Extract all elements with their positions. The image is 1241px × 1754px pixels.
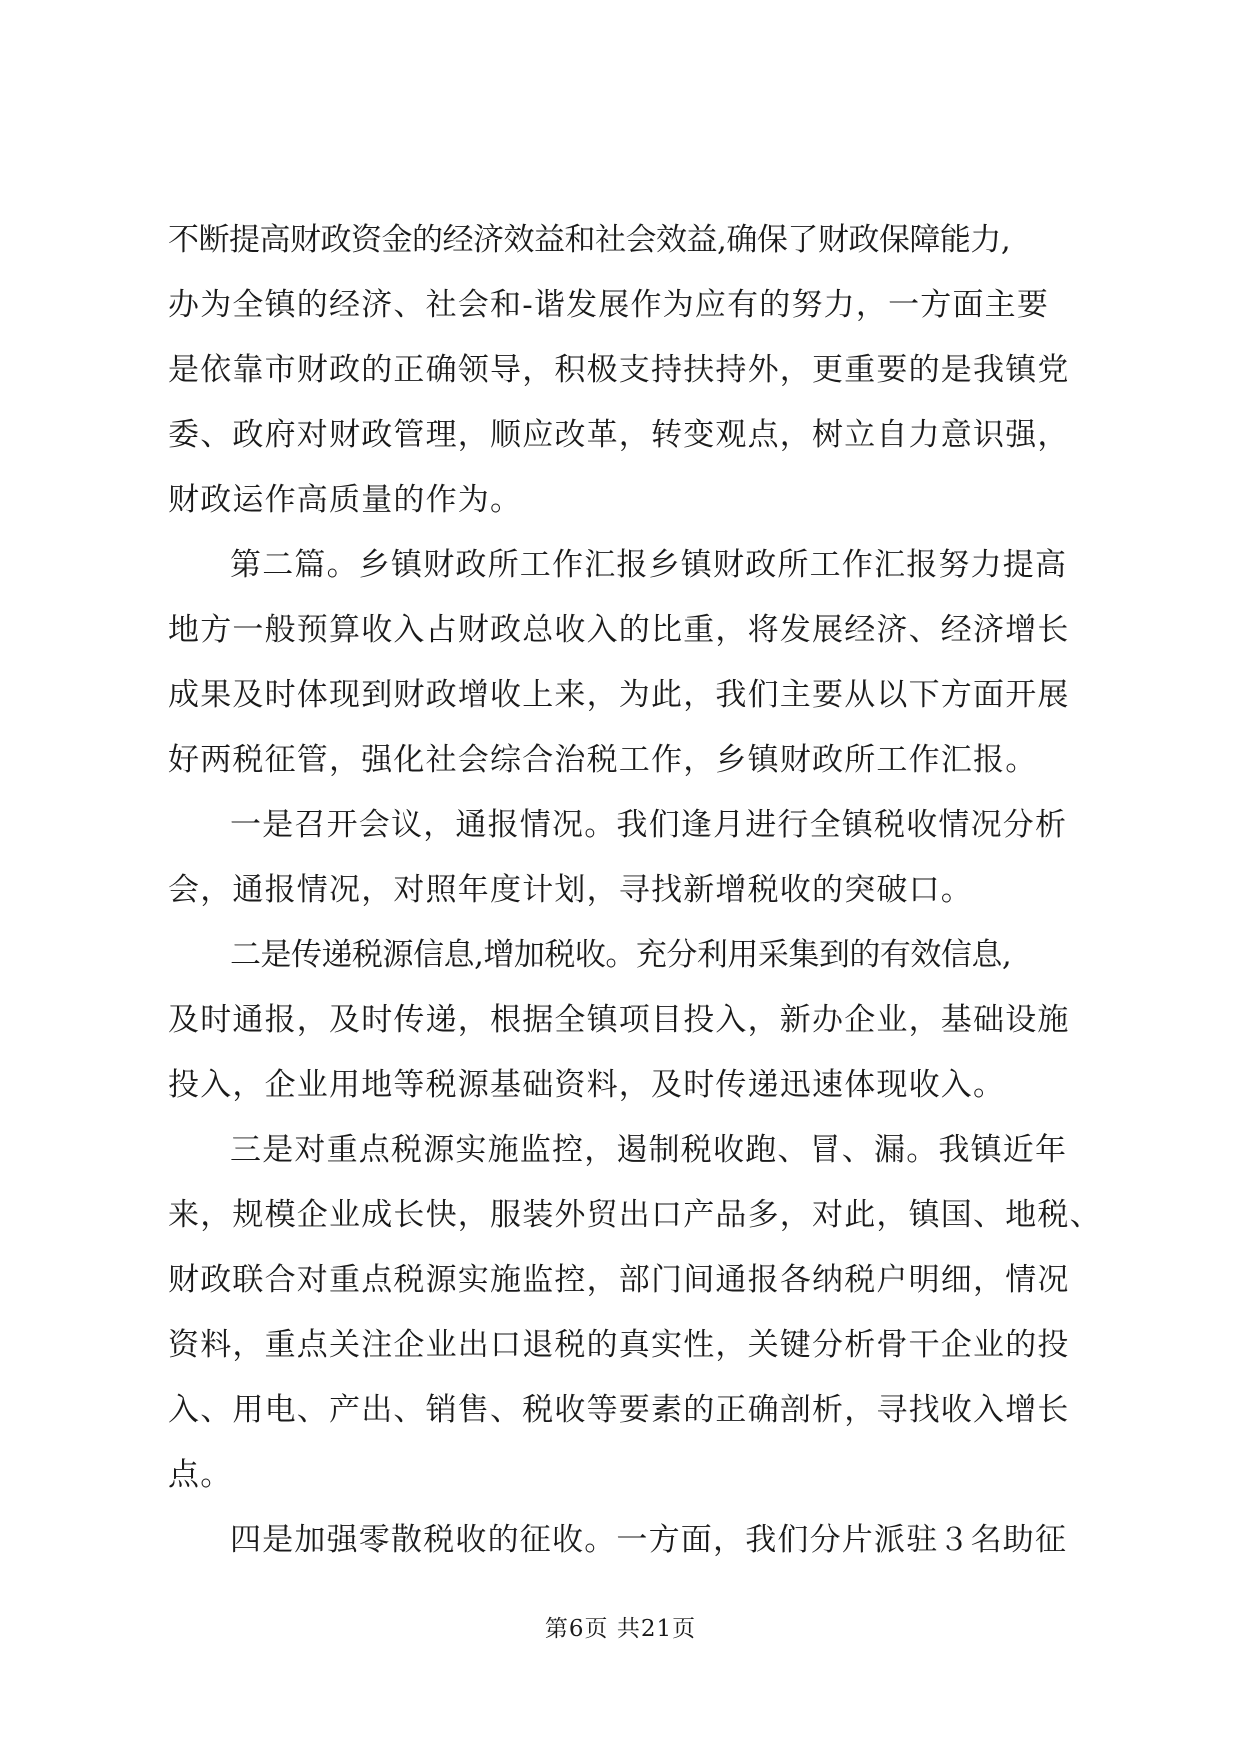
text-line: 成果及时体现到财政增收上来，为此，我们主要从以下方面开展 [168,677,1070,713]
paragraph-first-line: 一是召开会议，通报情况。我们逢月进行全镇税收情况分析 [230,807,1068,843]
text-line: 及时通报，及时传递，根据全镇项目投入，新办企业，基础设施 [168,1002,1070,1038]
paragraph-first-line: 二是传递税源信息,增加税收。充分利用采集到的有效信息, [230,937,1012,973]
text-line: 委、政府对财政管理，顺应改革，转变观点，树立自力意识强， [168,417,1070,453]
text-line: 财政联合对重点税源实施监控，部门间通报各纳税户明细，情况 [168,1262,1070,1298]
paragraph-first-line: 第二篇。乡镇财政所工作汇报乡镇财政所工作汇报努力提高 [230,547,1068,583]
body-text [168,208,1108,1573]
paragraph-first-line: 三是对重点税源实施监控，遏制税收跑、冒、漏。我镇近年 [230,1132,1068,1168]
paragraph-first-line: 四是加强零散税收的征收。一方面，我们分片派驻３名助征 [230,1522,1068,1558]
text-line: 财政运作高质量的作为。 [168,482,523,518]
text-line: 地方一般预算收入占财政总收入的比重，将发展经济、经济增长 [168,612,1070,648]
text-line: 不断提高财政资金的经济效益和社会效益,确保了财政保障能力, [168,222,1011,258]
text-line: 点。 [168,1457,233,1493]
text-line: 来，规模企业成长快，服装外贸出口产品多，对此，镇国、地税、 [168,1197,1102,1233]
text-line: 好两税征管，强化社会综合治税工作，乡镇财政所工作汇报。 [168,742,1038,778]
text-line: 入、用电、产出、销售、税收等要素的正确剖析，寻找收入增长 [168,1392,1070,1428]
page-number-footer: 第6页 共21页 [544,1616,697,1642]
text-line: 投入，企业用地等税源基础资料，及时传递迅速体现收入。 [168,1067,1006,1103]
text-line: 办为全镇的经济、社会和-谐发展作为应有的努力，一方面主要 [168,287,1050,323]
text-line: 资料，重点关注企业出口退税的真实性，关键分析骨干企业的投 [168,1327,1070,1363]
text-line: 是依靠市财政的正确领导，积极支持扶持外，更重要的是我镇党 [168,352,1070,388]
text-line: 会，通报情况，对照年度计划，寻找新增税收的突破口。 [168,872,973,908]
